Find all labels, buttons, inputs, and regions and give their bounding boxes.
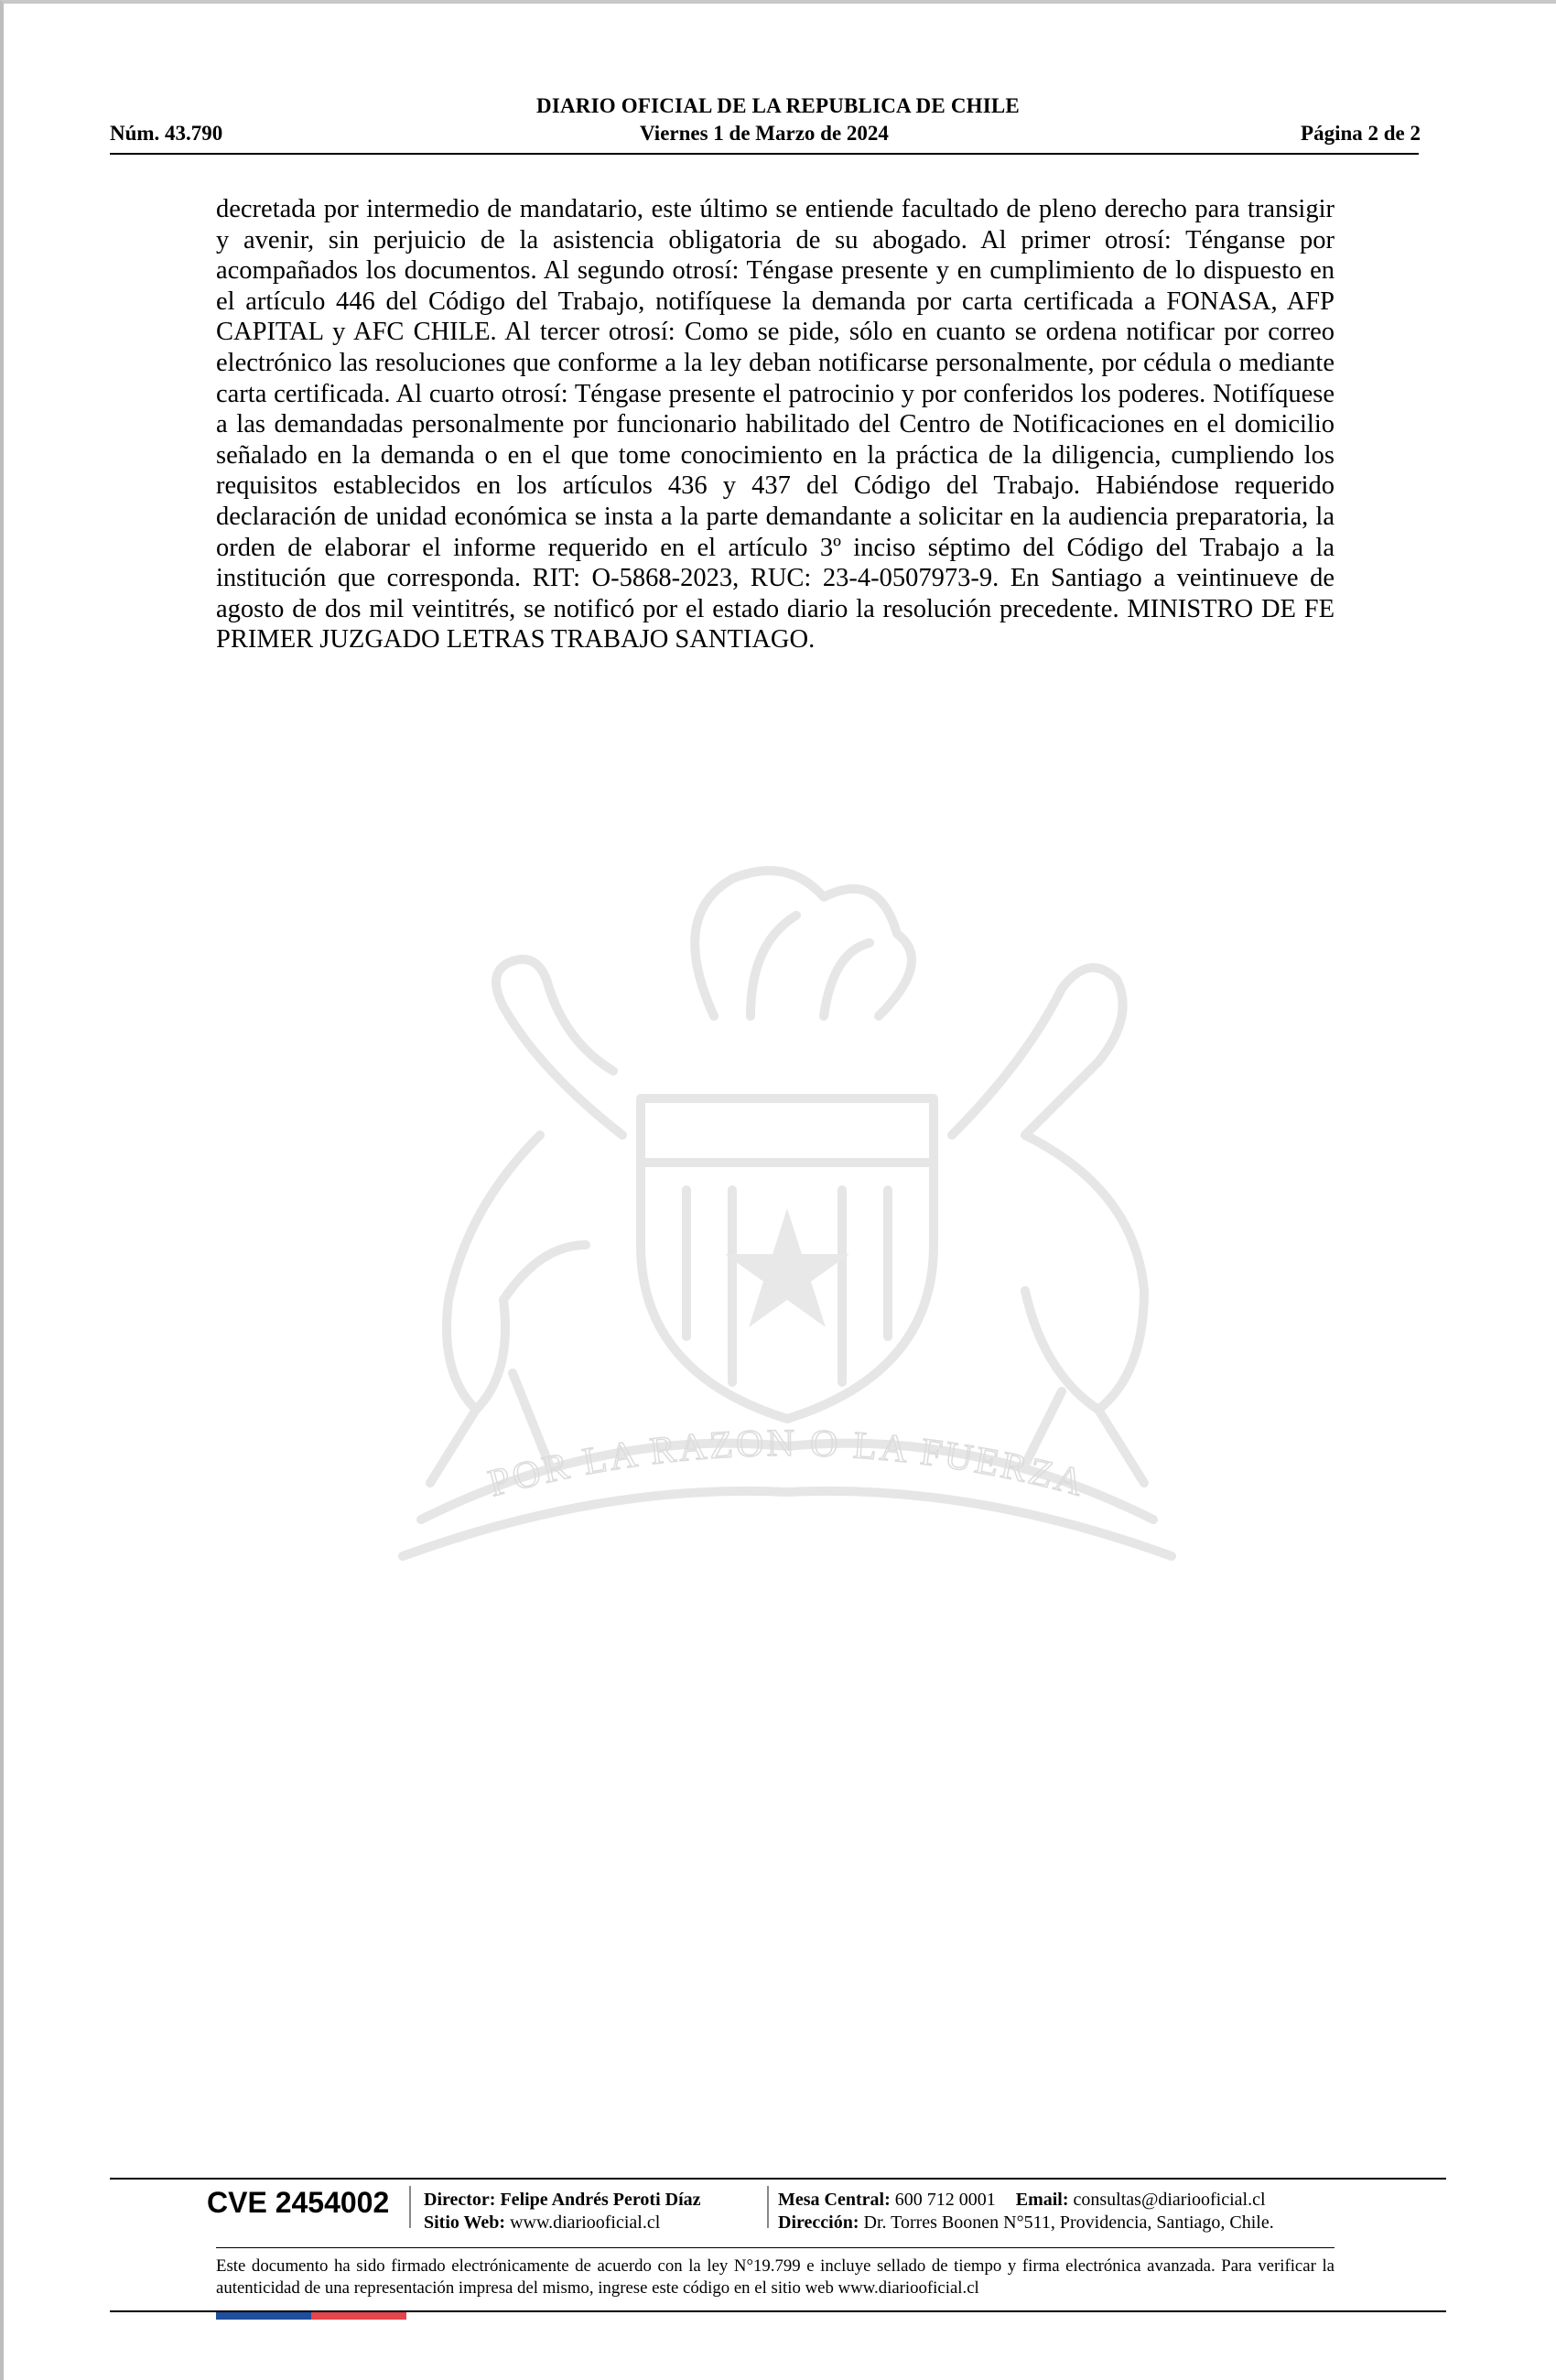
mesa-label: Mesa Central: (778, 2190, 891, 2210)
page-indicator: Página 2 de 2 (1301, 122, 1421, 145)
issue-number: Núm. 43.790 (110, 122, 223, 145)
flag-stripe (216, 2312, 406, 2320)
publication-title: DIARIO OFICIAL DE LA REPUBLICA DE CHILE (536, 94, 1020, 117)
motto-text: POR LA RAZON O LA FUERZA (483, 1422, 1091, 1506)
issue-date: Viernes 1 de Marzo de 2024 (640, 122, 889, 145)
footer-divider-mid (216, 2247, 1334, 2248)
email-link[interactable]: consultas@diariooficial.cl (1073, 2190, 1266, 2210)
website-label: Sitio Web: (424, 2212, 506, 2233)
address-label: Dirección: (778, 2212, 859, 2233)
director-name: Felipe Andrés Peroti Díaz (500, 2190, 701, 2210)
footer-separator (767, 2186, 769, 2228)
email-label: Email: (1015, 2190, 1069, 2210)
footer-contact-column (778, 2189, 1274, 2234)
address-value: Dr. Torres Boonen N°511, Providencia, Santiago, Chile. (863, 2212, 1274, 2233)
footer-director-column (424, 2189, 701, 2234)
footer-divider-top (110, 2178, 1446, 2180)
director-label: Director: (424, 2190, 496, 2210)
mesa-phone: 600 712 0001 (894, 2190, 996, 2210)
signature-notice: Este documento ha sido firmado electrónicamente de acuerdo con la ley N°19.799 e incluye sellado de tiempo y firma electrónica avanzada. Para verificar la autenticidad de una representación impresa del mismo, ingrese este código en el sitio web www.diariooficial.cl (216, 2256, 1334, 2298)
coat-of-arms-watermark (238, 860, 1336, 1684)
flag-red (311, 2312, 406, 2320)
flag-blue (216, 2312, 311, 2320)
footer-separator (409, 2186, 411, 2228)
header-divider (110, 153, 1419, 155)
document-body: decretada por intermedio de mandatario, este último se entiende facultado de pleno derecho para transigir y avenir, sin perjuicio de la asistencia obligatoria de su abogado. Al primer otrosí: Ténganse por acompañados los documentos. Al segundo otrosí: Téngase presente y en cumplimiento de lo dispuesto en el artículo 446 del Código del Trabajo, notifíquese la demanda por carta certificada a FONASA, AFP CAPITAL y AFC CHILE. Al tercer otrosí: Como se pide, sólo en cuanto se ordena notificar por correo electrónico las resoluciones que conforme a la ley deban notificarse personalmente, por cédula o mediante carta certificada. Al cuarto otrosí: Téngase presente el patrocinio y por conferidos los poderes. Notifíquese a las demandadas personalmente por funcionario habilitado del Centro de Notificaciones en el domicilio señalado en la demanda o en el que tome conocimiento en la práctica de la diligencia, cumpliendo los requisitos establecidos en los artículos 436 y 437 del Código del Trabajo. Habiéndose requerido declaración de unidad económica se insta a la parte demandante a solicitar en la audiencia preparatoria, la orden de elaborar el informe requerido en el artículo 3º inciso séptimo del Código del Trabajo a la institución que corresponda. RIT: O-5868-2023, RUC: 23-4-0507973-9. En Santiago a veintinueve de agosto de dos mil veintitrés, se notificó por el estado diario la resolución precedente. MINISTRO DE FE PRIMER JUZGADO LETRAS TRABAJO SANTIAGO. (216, 195, 1334, 654)
website-link[interactable]: www.diariooficial.cl (510, 2212, 661, 2233)
cve-code: CVE 2454002 (207, 2186, 390, 2219)
